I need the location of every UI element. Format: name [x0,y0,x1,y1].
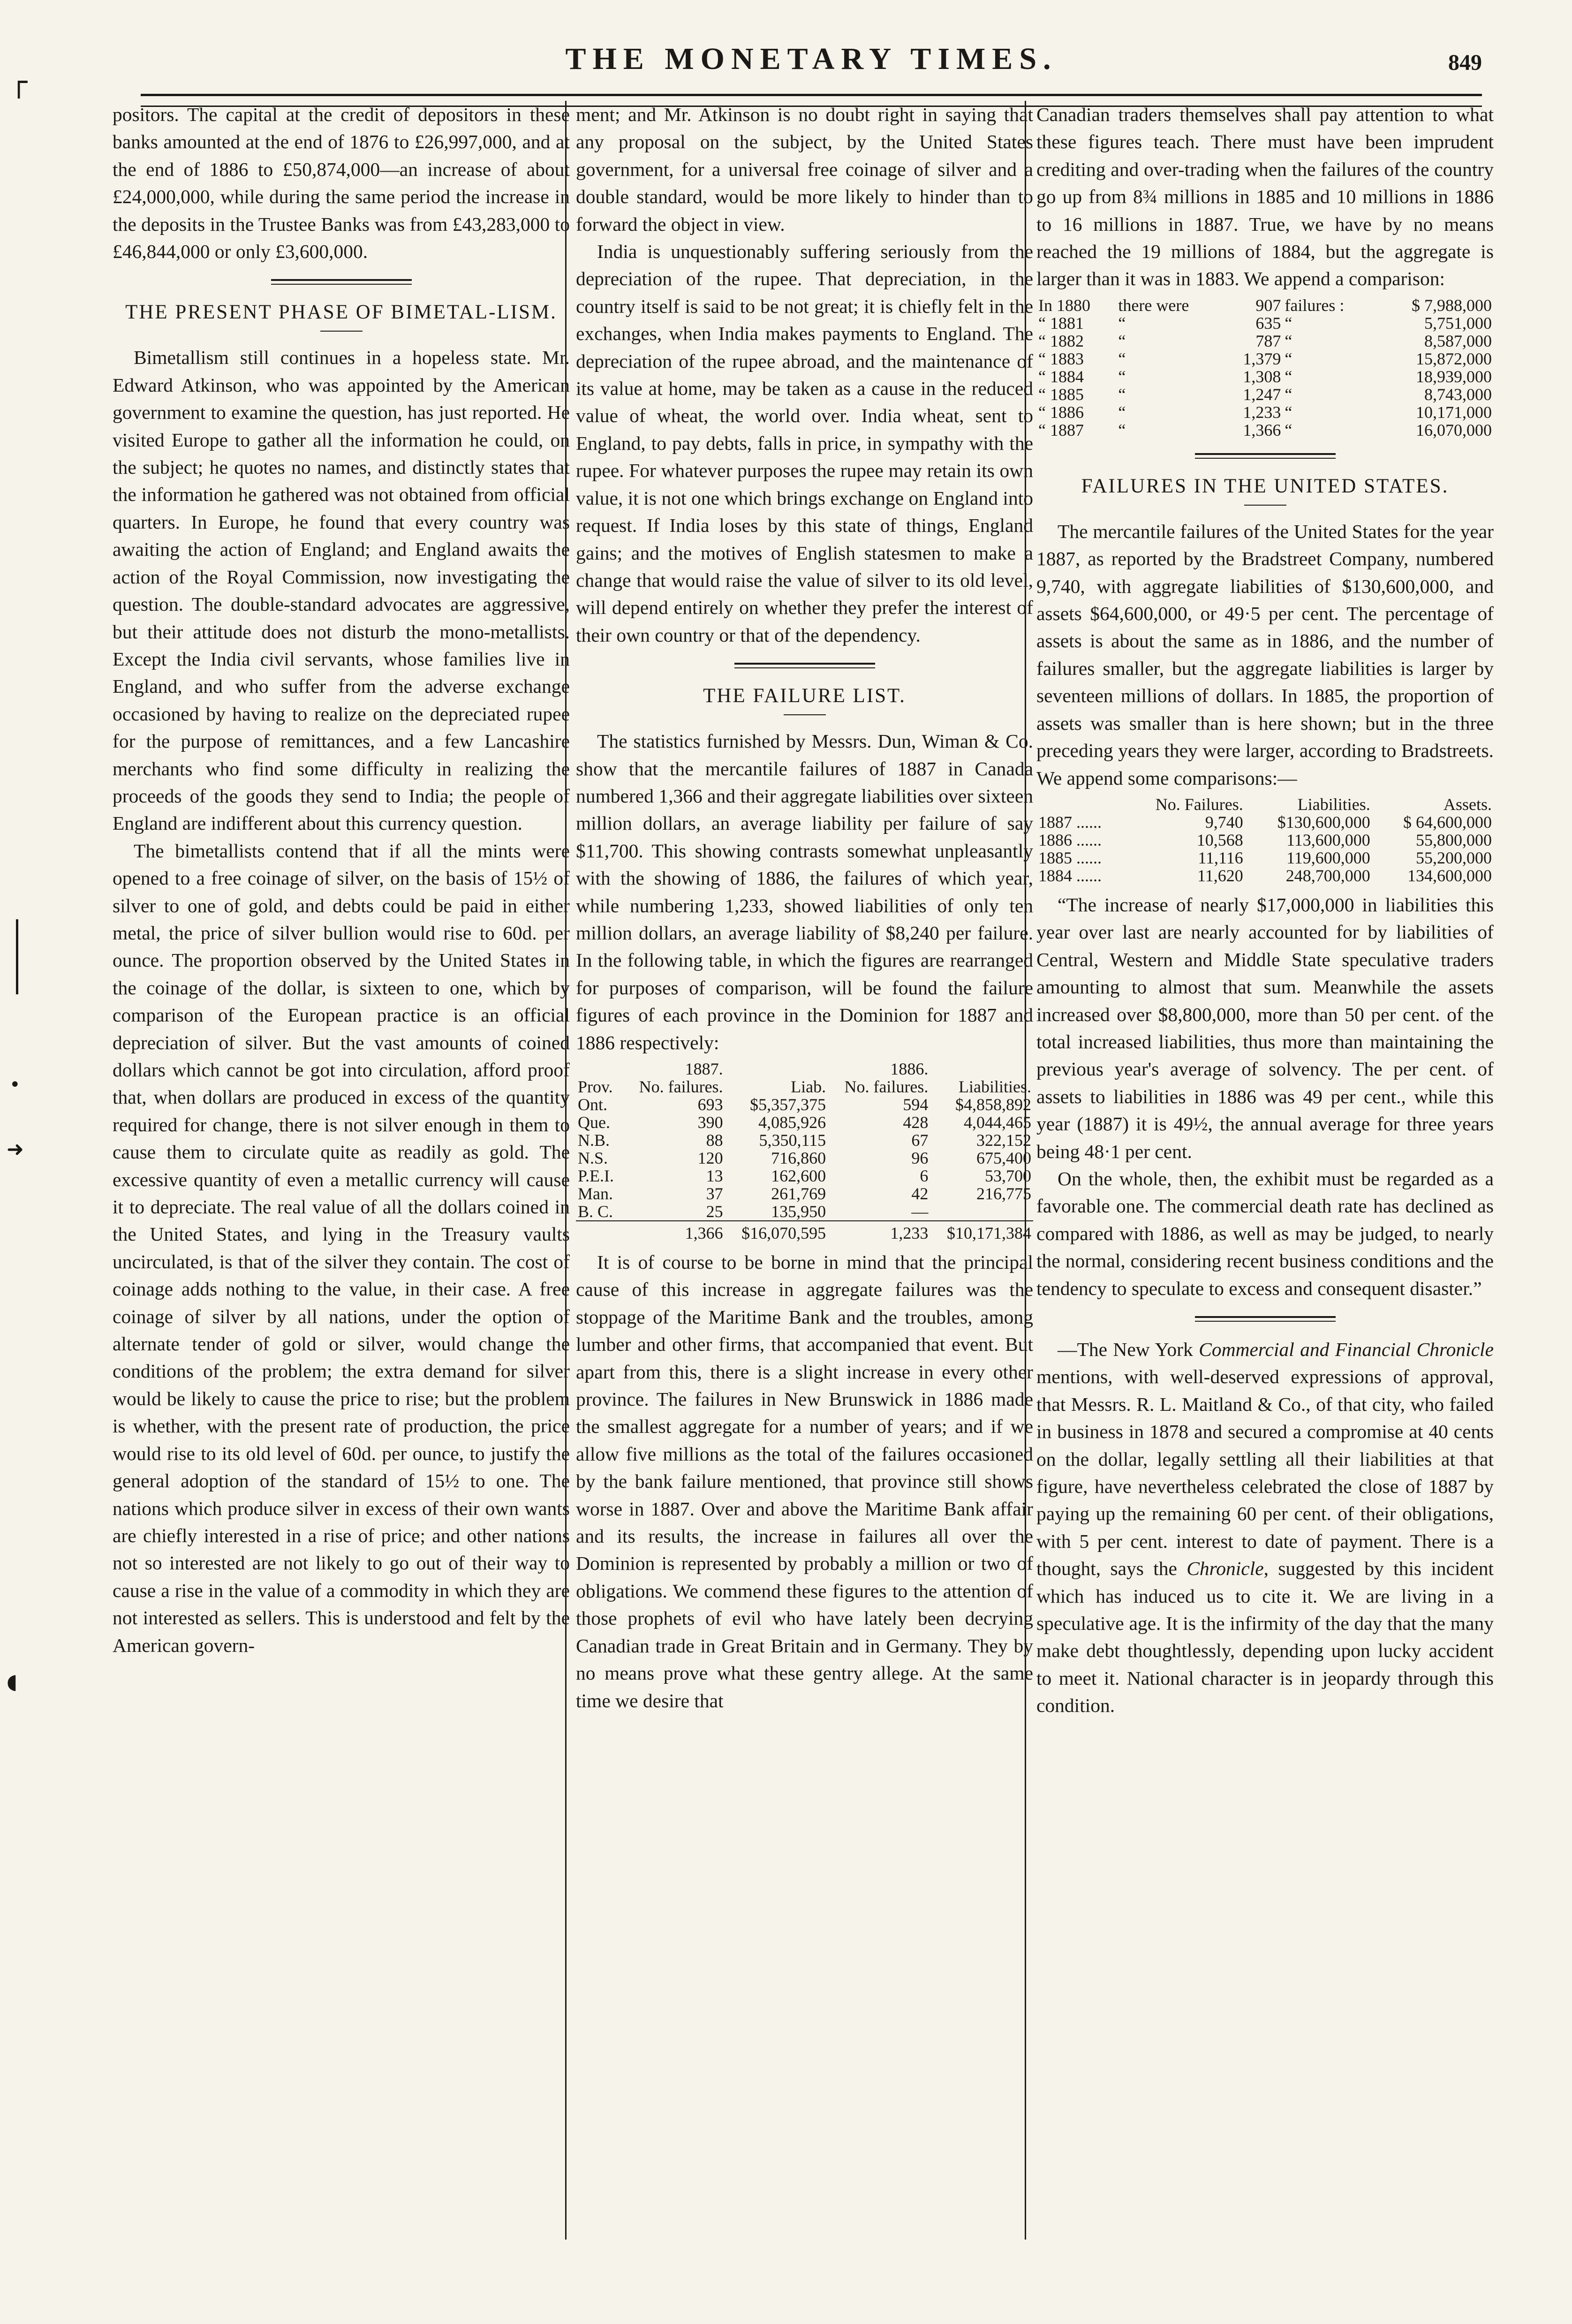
heading-rule [1244,505,1286,506]
paragraph: “The increase of nearly $17,000,000 in liabilities this year over last are nearly accounted for by liabilities of Central, Western and Middle State speculative traders amounting to almost that sum. Meanwhile the assets increased over $8,800,000, more than 50 per cent. of the total increased liabilities, thus more than maintaining the previous year's average of solvency. The per cent. of assets to liabilities in 1886 was 49 per cent., while this year (1887) it is 49½, the annual average for three years being 48·1 per cent. [1036,893,1494,1162]
table-row [1036,403,1494,421]
us-failures-table [1036,795,1494,885]
paragraph: ment; and Mr. Atkinson is no doubt right in saying that any proposal on the subject, by the United States government, for a universal free coinage of silver and a double standard, would be more likely to hinder than to forward the object in view. [576,104,1033,235]
table-cell: “ 1884 [1038,367,1084,386]
table-cell: “ [1118,331,1126,350]
table-row [1036,867,1494,885]
table-cell: 88 [706,1131,723,1150]
column-right [1036,101,1494,2237]
table-year-header: 1887. [685,1060,723,1078]
section-divider [1195,1316,1336,1322]
table-header [1036,795,1125,813]
table-cell: 907 [1255,295,1281,315]
table-cell: 25 [706,1202,723,1221]
paragraph: The bimetallists contend that if all the mints were opened to a free coinage of silver, on the basis of 15½ of silver to one of gold, and debts could be paid in either metal, the price of silver bullion would rise to 60d. per ounce. The proportion observed by the United States in the coinage of the dollar, is sixteen to one, which by comparison of the European practice is an official depreciation of silver. But the vast amounts of coined dollars which cannot be got into circulation, afford proof that, when dollars are produced in excess of the quantity required for change, there is not silver enough in them to cause them to circulate quite as readily as gold. The excessive quantity of even a metallic currency will cause it to depreciate. The real value of all the dollars coined in the United States, and lying in the Treasury vaults uncirculated, is that of the silver they contain. The cost of coinage adds nothing to the value, in their case. A free coinage of silver by all nations, under the option of alternate tender of gold or silver, would change the conditions of the problem; the extra demand for silver would be likely to cause the price to rise; but the problem is whether, with the present rate of production, the price would rise to its old level of 60d. per ounce, to justify the general adoption of the standard of 15½ to one. The nations which produce silver in excess of their own wants are chiefly interested in a rise of price; and other nations not so interested are not likely to go out of their way to cause a rise in the value of a commodity in which they are not interested as sellers. This is understood and felt by the American govern- [113,840,570,1656]
table-row [1036,314,1494,332]
table-row [1036,813,1494,831]
paragraph: The mercantile failures of the United States for the year 1887, as reported by the Bradstreet Company, numbered 9,740, with aggregate liabilities of $130,600,000, and assets $64,600,000, or 49·5 per cent. The percentage of assets is about the same as in 1886, and the number of failures smaller, but the aggregate liabilities is larger by seventeen millions of dollars. In 1885, the proportion of assets was smaller than is here shown; but in the three preceding years they were larger, according to Bradstreets. We append some comparisons:— [1036,520,1494,789]
table-cell: 11,620 [1197,866,1243,885]
table-cell: 261,769 [771,1184,826,1203]
table-header: Assets. [1443,795,1492,814]
table-row [1036,831,1494,849]
table-cell: 53,700 [985,1166,1031,1185]
paragraph [1036,1336,1494,1719]
table-cell: 716,860 [771,1149,826,1167]
table-cell: 16,070,000 [1416,420,1492,439]
header-rule [141,94,1482,96]
table-cell: 1885 ...... [1038,848,1102,867]
table-row [1036,332,1494,350]
canada-comparison-table [1036,296,1494,439]
table-cell: — [911,1202,929,1221]
province-failures-table [576,1060,1033,1242]
table-cell: 1,379 [1243,349,1281,368]
table-cell: 322,152 [976,1131,1031,1150]
table-header: No. failures. [639,1077,723,1096]
paragraph: The statistics furnished by Messrs. Dun, Wiman & Co. show that the mercantile failures of 1887 in Canada numbered 1,366 and their aggregate liabilities over sixteen million dollars, an average liability per failure of say $11,700. This showing contrasts somewhat unpleasantly with the showing of 1886, the failures of which year, while numbering 1,233, showed liabilities of only ten million dollars, an average liability of $8,240 per failure. In the following table, in which the figures are rearranged for purposes of comparison, will be found the failure figures of each province in the Dominion for 1887 and 1886 respectively: [576,730,1033,1053]
table-cell: N.B. [578,1131,610,1150]
table-cell: N.S. [578,1149,608,1167]
table-cell: $130,600,000 [1277,812,1370,832]
table-cell: 635 [1255,313,1281,333]
table-row [1036,368,1494,386]
table-cell: 10,568 [1196,830,1243,849]
table-cell: 1884 ...... [1038,866,1102,885]
table-header: No. failures. [844,1077,929,1096]
paragraph: Bimetallism still continues in a hopeless state. Mr. Edward Atkinson, who was appointed by the American government to examine the question, has just reported. He visited Europe to gather all the information he could, on the subject; he quotes no names, and distinctly states that the information he gathered was not obtained from official quarters. In Europe, he found that every country was awaiting the action of England; and England awaits the action of the Royal Commission, now investigating the question. The double-standard advocates are aggressive, but their attitude does not disturb the mono-metallists. Except the India civil servants, whose families live in England, and who suffer from the adverse exchange occasioned by having to realize on the depreciated rupee for the purpose of remittances, and a few Lancashire merchants who find some difficulty in realizing the proceeds of the goods they send to India; the people of England are indifferent about this currency question. [113,347,570,834]
heading-rule [320,331,363,332]
table-row [576,1167,1033,1185]
text-run: , suggested by this incident which has induced us to cite it. We are living in a speculative age. It is the infirmity of the day that the many make debt thoughtlessly, depending upon lucky accident to meet it. National character is in jeopardy through this condition. [1036,1558,1494,1717]
table-cell: 9,740 [1205,812,1243,832]
table-cell: “ [1285,313,1292,333]
italic-run: Commercial and Financial Chronicle [1199,1339,1494,1360]
table-cell: “ [1285,331,1292,350]
table-cell: 787 [1255,331,1281,350]
table-row [1036,849,1494,867]
table-cell: 390 [697,1113,723,1132]
table-row [576,1185,1033,1203]
table-cell: 8,587,000 [1424,331,1492,350]
table-cell: 675,400 [976,1149,1031,1167]
table-row [576,1149,1033,1167]
table-cell: 1,366 [622,1221,725,1242]
table-cell: “ 1887 [1038,420,1084,439]
table-cell: “ 1886 [1038,402,1084,422]
table-cell: 1,233 [828,1221,930,1242]
paragraph: positors. The capital at the credit of depositors in these banks amounted at the end of 1876 to £26,997,000, and at the end of 1886 to £50,874,000—an increase of about £24,000,000, while during the same period the increase in the deposits in the Trustee Banks was from £43,283,000 to £46,844,000 or only £3,600,000. [113,104,570,263]
table-cell: 1,366 [1243,420,1281,439]
table-row [576,1096,1033,1113]
table-cell: $16,070,595 [725,1221,828,1242]
column-left [113,101,570,2233]
table-cell: 119,600,000 [1286,848,1370,867]
table-cell: “ 1881 [1038,313,1084,333]
table-cell: 1,308 [1243,367,1281,386]
table-header: Liabilities. [959,1077,1031,1096]
table-cell: “ [1118,349,1126,368]
table-cell: 4,044,465 [964,1113,1031,1132]
table-cell: $10,171,384 [930,1221,1033,1242]
table-cell [930,1203,1033,1221]
table-cell: 55,800,000 [1416,830,1492,849]
table-cell: 113,600,000 [1286,830,1370,849]
table-cell: $4,858,892 [955,1095,1031,1114]
table-header: No. Failures. [1155,795,1243,814]
table-cell: 42 [911,1184,929,1203]
section-heading: THE PRESENT PHASE OF BIMETAL-LISM. [125,301,557,324]
table-cell: 5,350,115 [759,1131,826,1150]
table-cell: 135,950 [771,1202,826,1221]
table-cell: 37 [706,1184,723,1203]
section-heading: THE FAILURE LIST. [703,685,906,707]
margin-mark: • [9,1074,21,1096]
table-cell: failures : [1285,295,1345,315]
section-heading: FAILURES IN THE UNITED STATES. [1081,475,1449,497]
table-cell: 216,775 [976,1184,1031,1203]
page-number: 849 [1448,50,1482,75]
table-header: Liabilities. [1297,795,1370,814]
table-cell: $ 7,988,000 [1412,295,1492,315]
page-header [141,38,1482,89]
margin-mark: ┌ [10,66,28,98]
table-cell: $5,357,375 [750,1095,826,1114]
table-cell: “ [1118,367,1126,386]
table-cell: 15,872,000 [1416,349,1492,368]
text-run: mentions, with well-deserved expressions of approval, that Messrs. R. L. Maitland & Co., of that city, who failed in business in 1878 and secured a compromise at 40 cents on the dollar, legally settling all their liabilities at that figure, have nevertheless celebrated the close of 1887 by paying up the remaining 60 per cent. of their obligations, with 5 per cent. interest to date of payment. There is a thought, says the [1036,1366,1494,1580]
table-cell: P.E.I. [578,1166,614,1185]
table-cell: 162,600 [771,1166,826,1185]
table-cell: “ [1285,402,1292,422]
column-middle [576,101,1033,2237]
table-cell: “ 1882 [1038,331,1084,350]
table-cell: 1,233 [1243,402,1281,422]
table-cell: 18,939,000 [1416,367,1492,386]
table-row [1036,421,1494,439]
table-cell: 1886 ...... [1038,830,1102,849]
table-year-header: 1886. [890,1060,929,1078]
heading-rule [784,714,826,715]
table-cell: Man. [578,1184,613,1203]
paragraph: India is unquestionably suffering seriously from the depreciation of the rupee. That depreciation, in the country itself is said to be not great; it is chiefly felt in the exchanges, when India makes payments to England. The depreciation of the rupee abroad, and the maintenance of its value at home, may be taken as a cause in the reduced value of wheat, the world over. India wheat, sent to England, to pay debts, falls in price, in sympathy with the rupee. For whatever purposes the rupee may retain its own value, it is not one which brings exchange on England into request. If India loses by this state of things, England gains; and the motives of English statesmen to make a change that would raise the value of silver to its old level, will depend entirely on whether they prefer the interest of their own country or that of the dependency. [576,241,1033,646]
table-cell: “ [1118,313,1126,333]
section-divider [1195,453,1336,459]
table-cell: “ [1118,420,1126,439]
table-cell: 55,200,000 [1416,848,1492,867]
table-cell: Que. [578,1113,610,1132]
paragraph: On the whole, then, the exhibit must be regarded as a favorable one. The commercial death rate has declined as compared with 1886, as well as may be judged, to nearly the normal, considering recent business conditions and the tendency to speculate to excess and consequent disaster.” [1036,1167,1494,1299]
table-cell: 67 [911,1131,929,1150]
table-row [576,1203,1033,1221]
section-divider [734,663,875,668]
table-cell: 594 [903,1095,929,1114]
table-cell: 1887 ...... [1038,812,1102,832]
masthead-title: THE MONETARY TIMES. [565,42,1058,76]
table-cell: 248,700,000 [1285,866,1370,885]
table-header: Liab. [791,1077,826,1096]
margin-mark [16,919,18,994]
table-cell: In 1880 [1038,295,1090,315]
table-header: Prov. [578,1077,613,1096]
table-cell: 1,247 [1243,385,1281,404]
table-cell: “ [1118,402,1126,422]
table-cell: “ 1885 [1038,385,1084,404]
table-cell: “ [1285,367,1292,386]
text-run: —The New York [1058,1339,1199,1360]
table-cell: 11,116 [1198,848,1243,867]
table-row [1036,296,1494,314]
table-cell: there were [1118,295,1189,315]
table-cell: 6 [920,1166,929,1185]
section-divider [271,279,412,285]
paragraph: Canadian traders themselves shall pay attention to what these figures teach. There must have been imprudent crediting and over-trading when the failures of the country go up from 8¾ millions in 1885 and 10 millions in 1886 to 16 millions in 1887. True, we have by no means reached the 19 millions of 1884, but the aggregate is larger than it was in 1883. We append a comparison: [1036,104,1494,290]
paragraph: It is of course to be borne in mind that the principal cause of this increase in aggregate failures was the stoppage of the Maritime Bank and the troubles, among lumber and other firms, that accompanied that event. But apart from this, there is a slight increase in every other province. The failures in New Brunswick in 1886 made the smallest aggregate for a number of years; and if we allow five millions as the total of the failures occasioned by the bank failure mentioned, that province still shows worse in 1887. Over and above the Maritime Bank affair and its results, the increase in failures all over the Dominion is represented by probably a million or two of obligations. We commend these figures to the attention of those prophets of evil who have lately been decrying Canadian trade in Great Britain and in Germany. They by no means prove what these gentry allege. At the same time we desire that [576,1251,1033,1711]
table-cell: “ [1285,349,1292,368]
table-row [1036,386,1494,403]
table-cell: “ [1285,420,1292,439]
table-cell: 96 [911,1149,929,1167]
table-cell: 134,600,000 [1407,866,1492,885]
table-cell: B. C. [578,1202,613,1221]
table-cell: “ [1285,385,1292,404]
table-cell: “ 1883 [1038,349,1084,368]
table-cell: 428 [903,1113,929,1132]
table-cell: 5,751,000 [1424,313,1492,333]
table-row [576,1113,1033,1131]
table-cell: 10,171,000 [1416,402,1492,422]
table-cell: $ 64,600,000 [1403,812,1492,832]
margin-mark: ◖ [7,1670,18,1694]
table-cell: 13 [706,1166,723,1185]
table-cell: Ont. [578,1095,607,1114]
table-row [576,1131,1033,1149]
table-cell: “ [1118,385,1126,404]
table-cell: 4,085,926 [758,1113,826,1132]
table-total-row [576,1221,1033,1242]
table-cell: 8,743,000 [1424,385,1492,404]
italic-run: Chronicle [1187,1558,1264,1580]
table-cell: 693 [697,1095,723,1114]
table-cell: 120 [697,1149,723,1167]
table-row [1036,350,1494,368]
margin-mark: ➜ [7,1137,24,1161]
